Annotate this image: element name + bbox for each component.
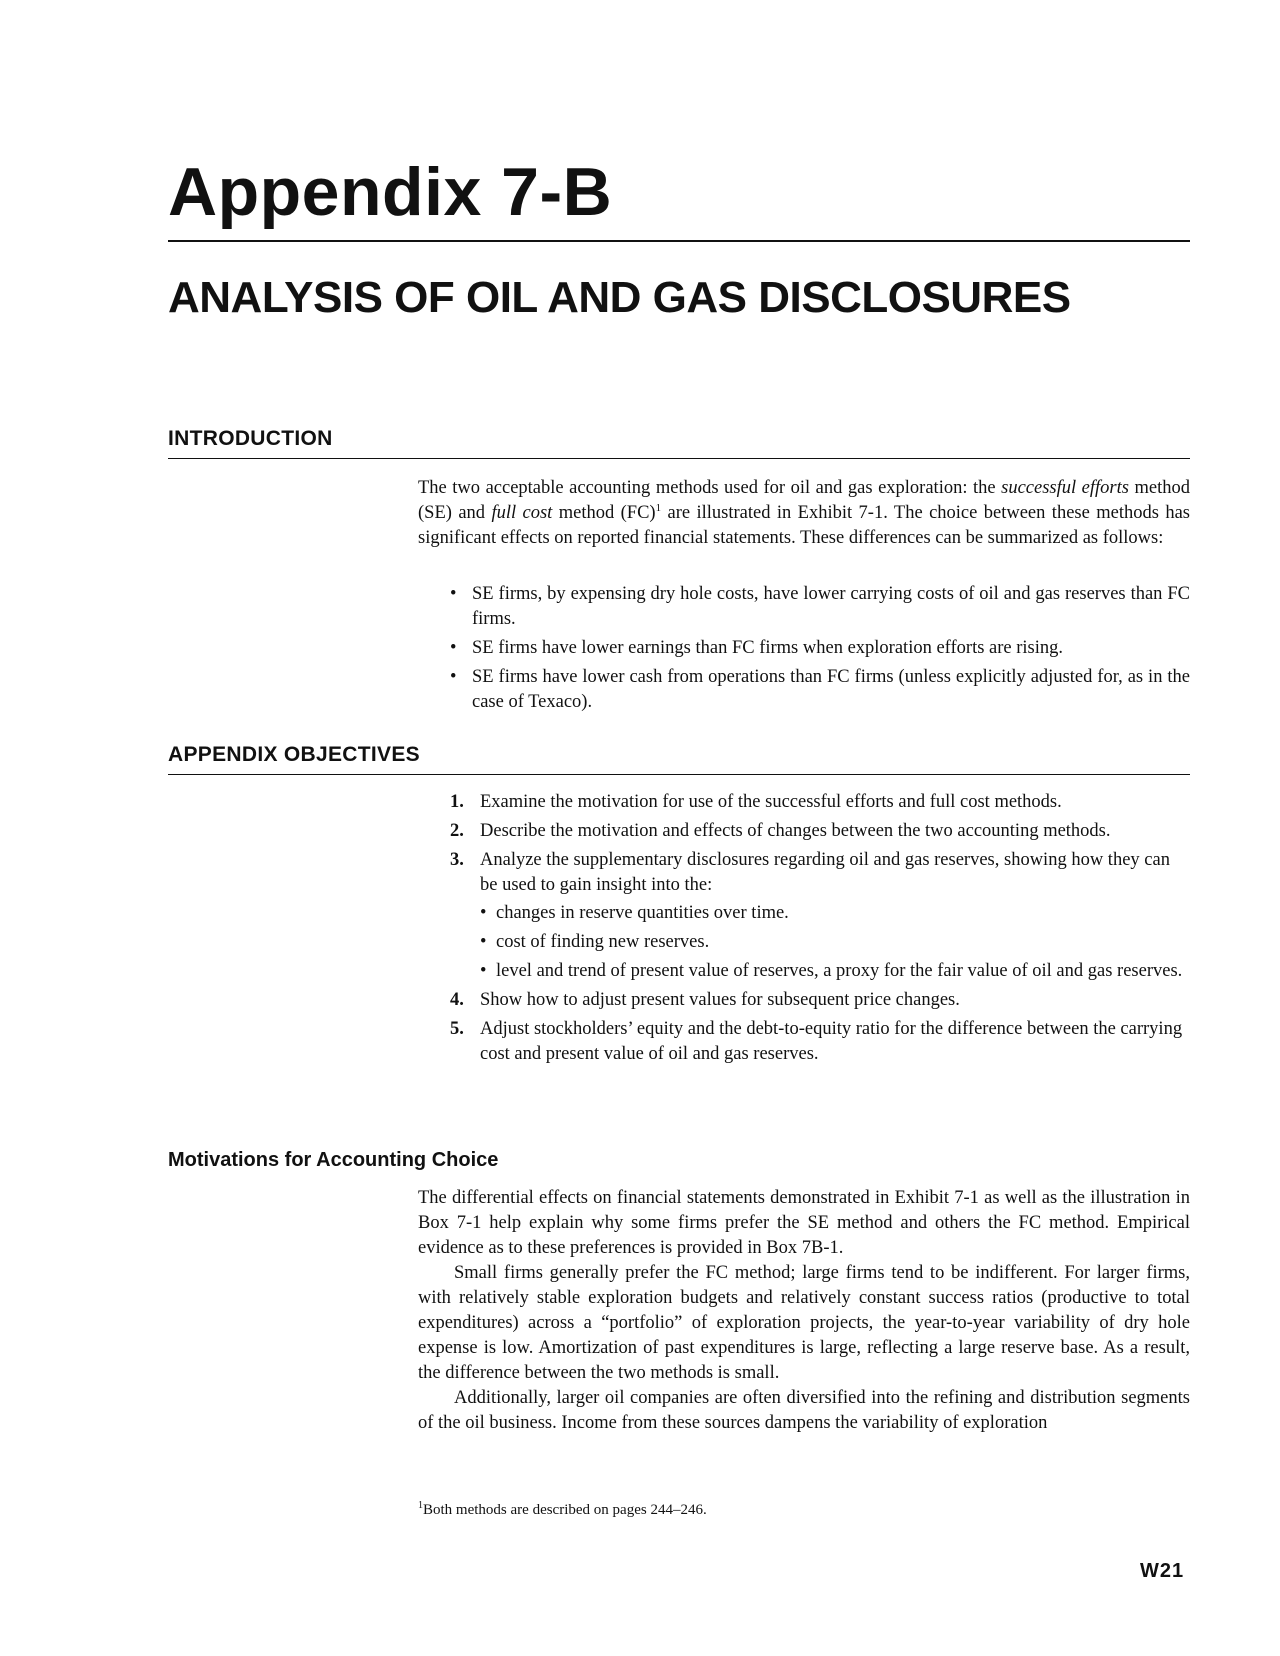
list-item: [450, 665, 1190, 715]
objective-item: [450, 819, 1190, 844]
objective-number: 4.: [450, 990, 464, 1010]
intro-term-successful-efforts: successful efforts: [1001, 478, 1129, 498]
chapter-title: ANALYSIS OF OIL AND GAS DISCLOSURES: [168, 273, 1071, 322]
introduction-bullet-list: [450, 582, 1190, 719]
objectives-rule: [168, 774, 1190, 775]
list-item: [450, 636, 1190, 661]
page-number: W21: [1140, 1560, 1185, 1582]
list-item: [480, 901, 1190, 926]
bullet-icon: •: [450, 638, 457, 658]
footnote-marker: 1: [418, 1500, 423, 1511]
footnote: [418, 1500, 707, 1520]
sub-bullet-text: level and trend of present value of reserves, a proxy for the fair value of oil and gas reserves.: [496, 961, 1183, 981]
intro-text-4: are illustrated in Exhibit 7-1. The choice between these methods has significant effects on reported financial statements. These differences can be summarized as follows:: [418, 503, 1190, 548]
bullet-icon: •: [480, 903, 487, 923]
appendix-title: Appendix 7-B: [168, 154, 613, 230]
motivations-paragraph-2: Small firms generally prefer the FC method; large firms tend to be indifferent. For larger firms, with relatively stable exploration budgets and relatively constant success ratios (productive to total expenditures) across a “portfolio” of exploration projects, the year-to-year variability of dry hole expense is low. Amortization of past expenditures is large, reflecting a large reserve base. As a result, the difference between the two methods is small.: [418, 1263, 1190, 1383]
objective-number: 3.: [450, 850, 464, 870]
bullet-icon: •: [450, 584, 457, 604]
objective-sub-list: [480, 901, 1190, 984]
objective-number: 2.: [450, 821, 464, 841]
objectives-list: [450, 790, 1190, 1071]
motivations-body: [418, 1186, 1190, 1436]
footnote-text: Both methods are described on pages 244–246.: [423, 1502, 707, 1518]
bullet-text: SE firms have lower cash from operations than FC firms (unless explicitly adjusted for, as in the case of Texaco).: [472, 667, 1190, 712]
list-item: [480, 959, 1190, 984]
motivations-paragraph-1: The differential effects on financial statements demonstrated in Exhibit 7-1 as well as the illustration in Box 7-1 help explain why some firms prefer the SE method and others the FC method. Empirical evidence as to these preferences is provided in Box 7B-1.: [418, 1188, 1190, 1258]
objective-text: Examine the motivation for use of the successful efforts and full cost methods.: [480, 792, 1062, 812]
bullet-text: SE firms, by expensing dry hole costs, have lower carrying costs of oil and gas reserves than FC firms.: [472, 584, 1190, 629]
sub-bullet-text: cost of finding new reserves.: [496, 932, 710, 952]
bullet-icon: •: [450, 667, 457, 687]
bullet-text: SE firms have lower earnings than FC firms when exploration efforts are rising.: [472, 638, 1064, 658]
objective-item: [450, 848, 1190, 984]
objective-item: [450, 988, 1190, 1013]
objective-item: [450, 790, 1190, 815]
intro-term-full-cost: full cost: [491, 503, 553, 523]
motivations-heading: Motivations for Accounting Choice: [168, 1149, 499, 1171]
footnote-reference: 1: [655, 501, 662, 514]
intro-text-3: method (FC): [552, 503, 656, 523]
title-rule: [168, 240, 1190, 242]
objectives-heading: APPENDIX OBJECTIVES: [168, 743, 420, 766]
sub-bullet-text: changes in reserve quantities over time.: [496, 903, 789, 923]
list-item: [480, 930, 1190, 955]
bullet-icon: •: [480, 961, 487, 981]
intro-text-2: method (SE) and: [418, 478, 1190, 523]
objective-number: 1.: [450, 792, 464, 812]
objective-text: Adjust stockholders’ equity and the debt-to-equity ratio for the difference between the carrying cost and present value of oil and gas reserves.: [480, 1019, 1183, 1064]
list-item: [450, 582, 1190, 632]
objective-text: Describe the motivation and effects of changes between the two accounting methods.: [480, 821, 1111, 841]
bullet-icon: •: [480, 932, 487, 952]
introduction-paragraph: [418, 476, 1190, 551]
intro-text-1: The two acceptable accounting methods used for oil and gas exploration: the: [418, 478, 1002, 498]
objective-number: 5.: [450, 1019, 464, 1039]
introduction-rule: [168, 458, 1190, 459]
introduction-heading: INTRODUCTION: [168, 427, 333, 450]
objective-text: Show how to adjust present values for subsequent price changes.: [480, 990, 960, 1010]
motivations-paragraph-3: Additionally, larger oil companies are often diversified into the refining and distribution segments of the oil business. Income from these sources dampens the variability of exploration: [418, 1388, 1190, 1433]
objective-text: Analyze the supplementary disclosures regarding oil and gas reserves, showing how they can be used to gain insight into the:: [480, 850, 1170, 895]
objective-item: [450, 1017, 1190, 1067]
